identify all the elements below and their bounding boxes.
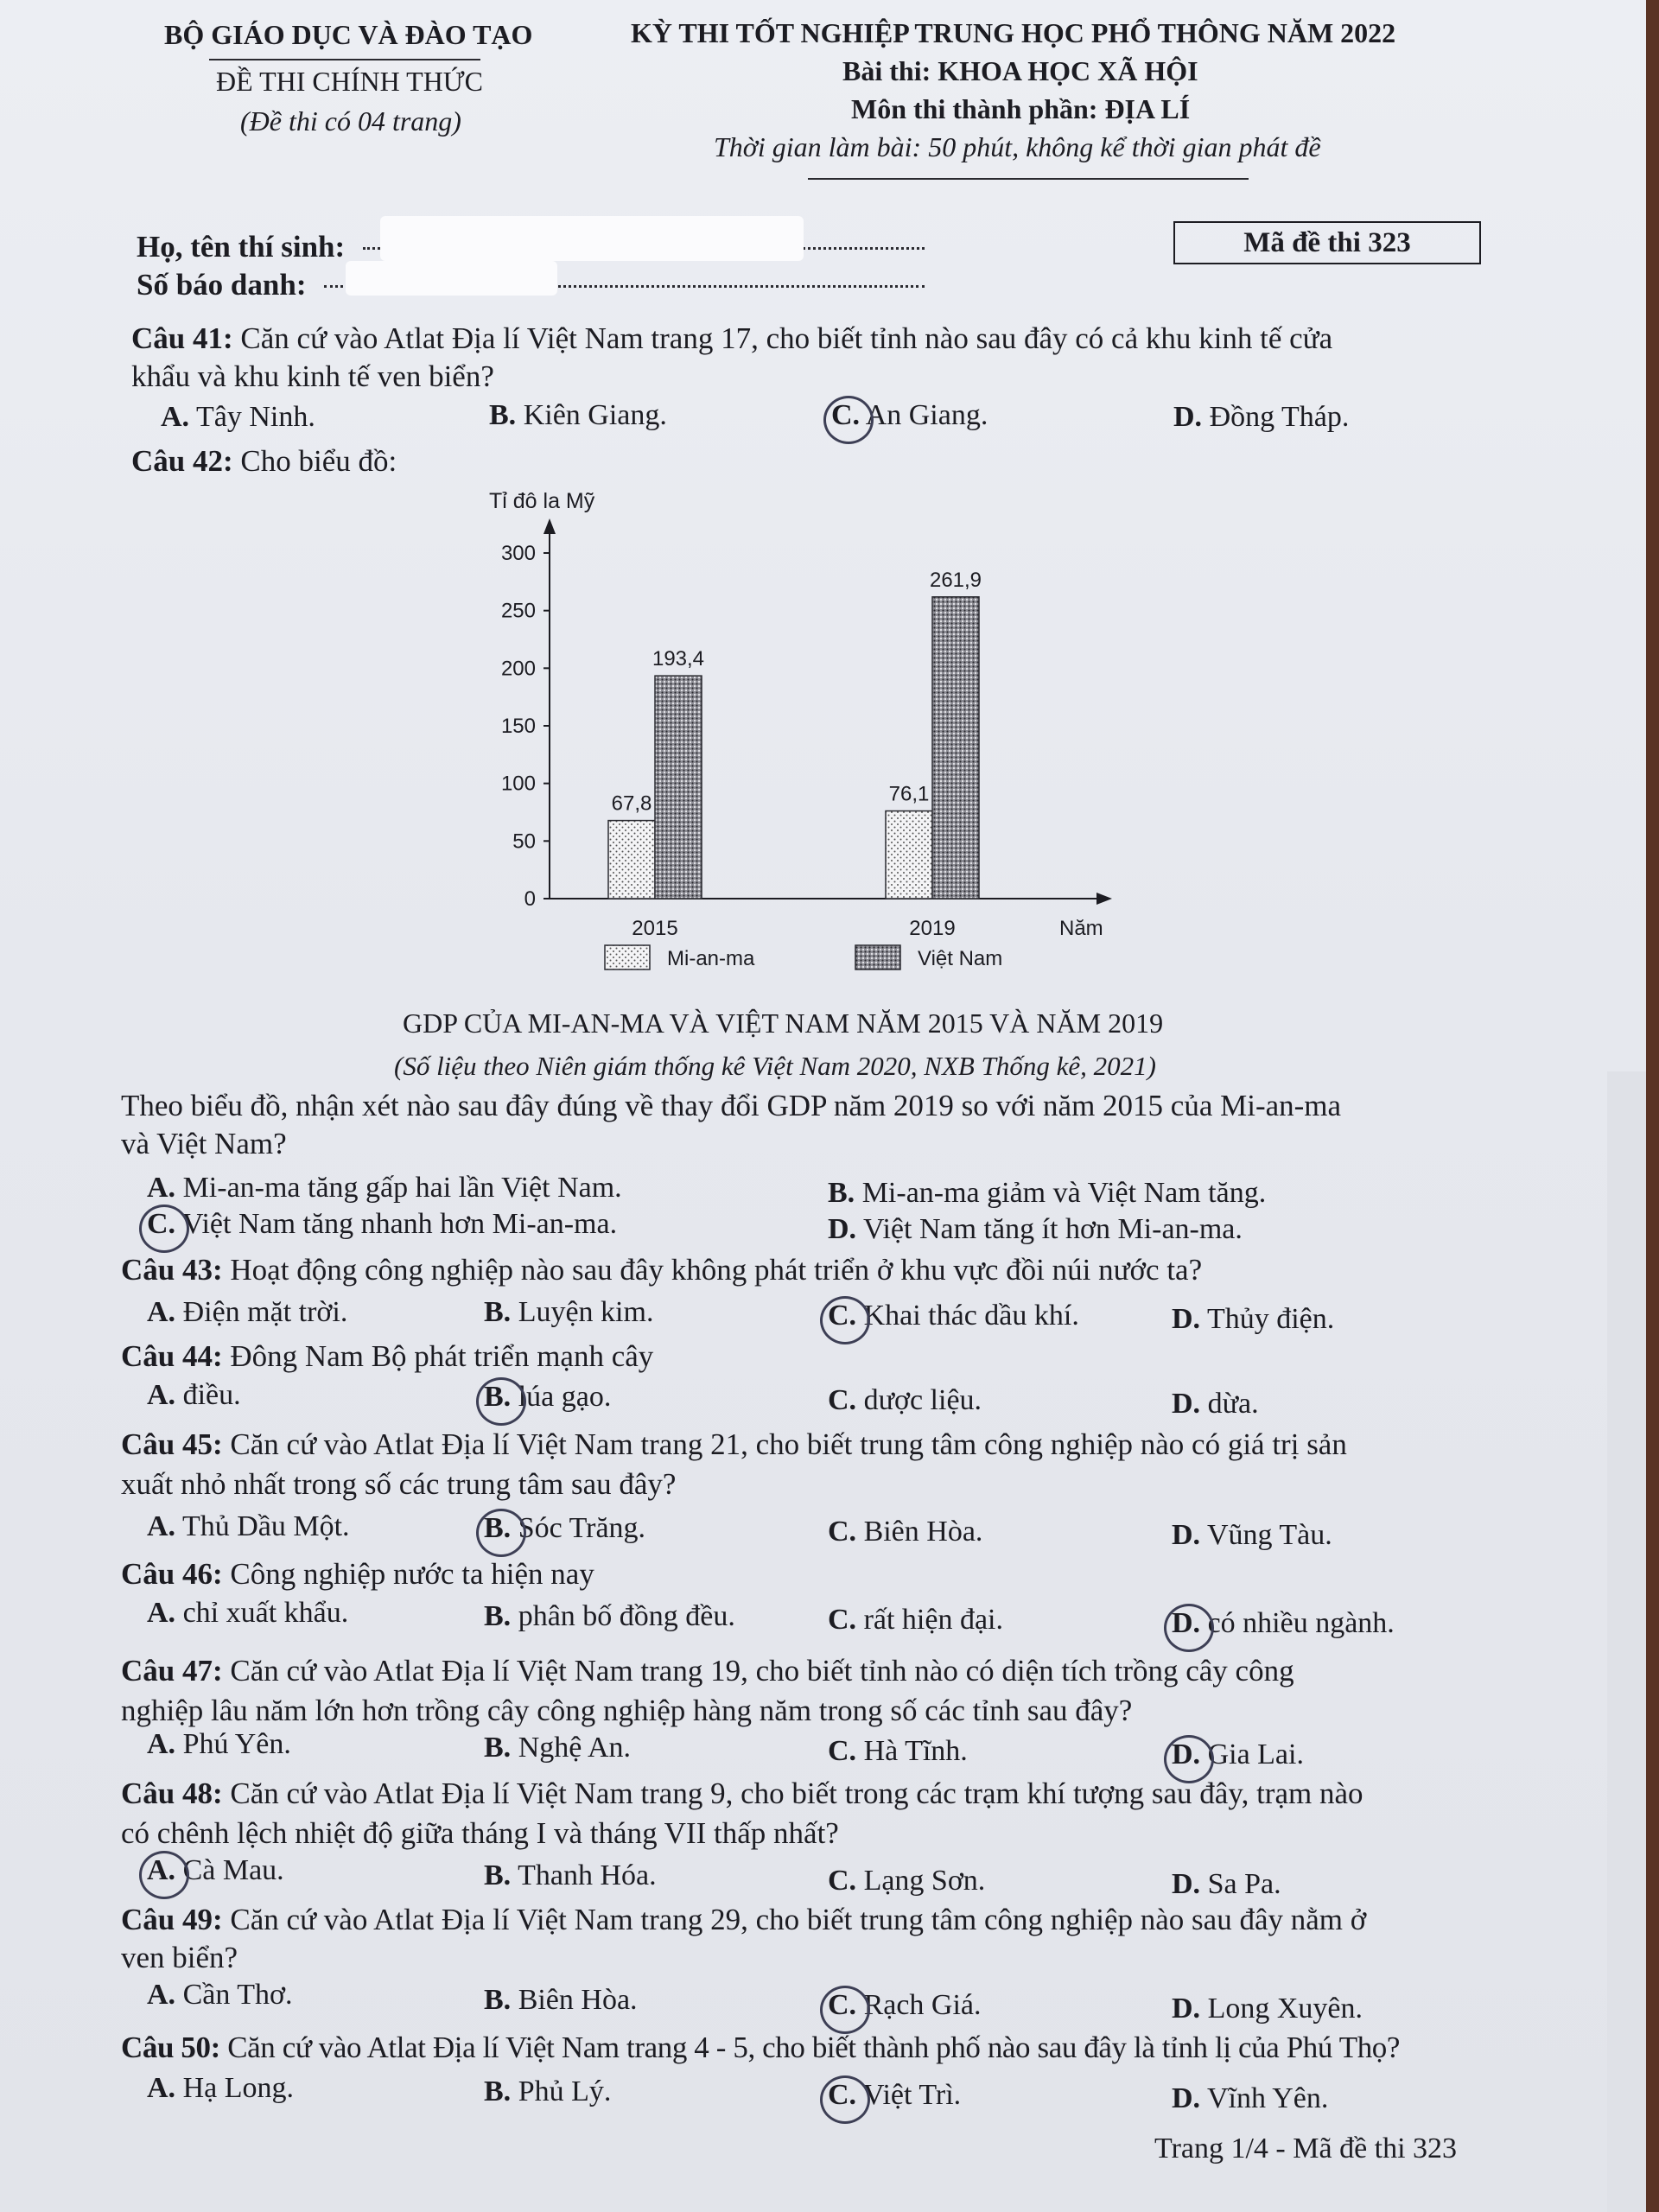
q41-line-2: khẩu và khu kinh tế ven biển? [131,359,494,393]
bar-value-label: 67,8 [611,791,652,816]
q47-text [121,1656,1294,1688]
q41-option-c-circled[interactable]: C. An Giang. [831,399,988,431]
q43-number: Câu 43: [121,1253,223,1287]
q48-number: Câu 48: [121,1777,223,1810]
y-tick-label: 100 [500,772,536,796]
q48-option-a-circled[interactable]: A. Cà Mau. [147,1854,284,1886]
q41-line-1: Căn cứ vào Atlat Địa lí Việt Nam trang 17, cho biết tỉnh nào sau đây có cả khu kinh tế cửa [240,321,1333,355]
q42-option-c-circled[interactable]: C. Việt Nam tăng nhanh hơn Mi-an-ma. [147,1208,618,1240]
q46-option-c[interactable]: C. rất hiện đại. [828,1604,1003,1636]
chart-title: GDP CỦA MI-AN-MA VÀ VIỆT NAM NĂM 2015 VÀ NĂM 2019 [403,1007,1164,1039]
bar-vietnam-2015 [655,676,702,899]
q48-option-b[interactable]: B. Thanh Hóa. [484,1859,657,1891]
legend-swatch [605,945,650,969]
q49-line-1: Căn cứ vào Atlat Địa lí Việt Nam trang 29, cho biết trung tâm công nghiệp nào sau đây nằm ở [230,1903,1367,1936]
bar-vietnam-2019 [932,597,979,899]
q47-line-2: nghiệp lâu năm lớn hơn trồng cây công nghiệp hàng năm trong số các tỉnh sau đây? [121,1694,1133,1727]
y-tick-label: 200 [500,657,536,681]
gdp-bar-chart [467,484,1141,985]
q47-option-d-circled[interactable]: D. Gia Lai. [1172,1738,1304,1770]
y-tick-label: 250 [500,599,536,623]
q41-option-a[interactable]: A. Tây Ninh. [161,401,315,433]
q50-number: Câu 50: [121,2031,220,2064]
q44-option-c[interactable]: C. dược liệu. [828,1384,982,1416]
q48-line-1: Căn cứ vào Atlat Địa lí Việt Nam trang 9, cho biết trong các trạm khí tượng sau đây, trạm nào [230,1777,1363,1810]
y-tick-label: 300 [500,542,536,565]
q46-line-1: Công nghiệp nước ta hiện nay [230,1557,594,1591]
q49-option-b[interactable]: B. Biên Hòa. [484,1984,638,2016]
y-axis-arrow [543,518,556,534]
q49-number: Câu 49: [121,1903,223,1936]
q45-number: Câu 45: [121,1427,223,1461]
chart-source: (Số liệu theo Niên giám thống kê Việt Nam 2020, NXB Thống kê, 2021) [394,1051,1156,1081]
q44-option-d[interactable]: D. dừa. [1172,1388,1259,1420]
q50-option-a[interactable]: A. Hạ Long. [147,2072,294,2104]
q46-option-d-circled[interactable]: D. có nhiều ngành. [1172,1607,1395,1639]
q44-option-a[interactable]: A. điều. [147,1379,241,1411]
pages-note: (Đề thi có 04 trang) [240,105,461,137]
official-label: ĐỀ THI CHÍNH THỨC [216,66,483,97]
q43-option-a[interactable]: A. Điện mặt trời. [147,1296,348,1328]
q47-option-a[interactable]: A. Phú Yên. [147,1728,291,1760]
q48-option-d[interactable]: D. Sa Pa. [1172,1868,1281,1900]
q46-option-a[interactable]: A. chỉ xuất khẩu. [147,1597,349,1629]
q48-line-2: có chênh lệch nhiệt độ giữa tháng I và tháng VII thấp nhất? [121,1816,839,1850]
q42-text [131,446,397,478]
q44-option-b-circled[interactable]: B. lúa gạo. [484,1381,612,1413]
bar-mianma-2015 [608,821,655,899]
q42-option-a[interactable]: A. Mi-an-ma tăng gấp hai lần Việt Nam. [147,1172,622,1204]
q47-option-c[interactable]: C. Hà Tĩnh. [828,1735,968,1767]
id-redaction [346,261,557,296]
q45-option-b-circled[interactable]: B. Sóc Trăng. [484,1512,646,1544]
candidate-name-label: Họ, tên thí sinh: [137,230,346,264]
q48-text [121,1778,1363,1810]
q50-option-d[interactable]: D. Vĩnh Yên. [1172,2082,1329,2114]
q44-number: Câu 44: [121,1339,223,1373]
q45-option-a[interactable]: A. Thủ Dầu Một. [147,1510,350,1542]
q41-option-d[interactable]: D. Đồng Tháp. [1173,401,1350,433]
bars [608,569,982,899]
q49-option-d[interactable]: D. Long Xuyên. [1172,1993,1363,2024]
x-axis-label: Năm [1059,917,1103,940]
page-footer: Trang 1/4 - Mã đề thi 323 [1154,2133,1458,2164]
exam-code-box: Mã đề thi 323 [1173,221,1481,264]
q46-number: Câu 46: [121,1557,223,1591]
q42-line-1: Cho biểu đồ: [240,444,397,478]
legend-label: Việt Nam [918,947,1003,970]
q49-text [121,1904,1366,1936]
q43-option-d[interactable]: D. Thủy điện. [1172,1303,1335,1335]
q47-option-b[interactable]: B. Nghệ An. [484,1732,632,1764]
exam-title: KỲ THI TỐT NGHIỆP TRUNG HỌC PHỔ THÔNG NĂM 2022 [631,17,1396,48]
q43-text [121,1255,1202,1287]
q41-option-b[interactable]: B. Kiên Giang. [489,399,667,431]
q45-line-2: xuất nhỏ nhất trong số các trung tâm sau đây? [121,1467,677,1501]
title-underline [808,178,1249,180]
q48-option-c[interactable]: C. Lạng Sơn. [828,1865,986,1897]
q42-line-2: Theo biểu đồ, nhận xét nào sau đây đúng về thay đổi GDP năm 2019 so với năm 2015 của Mi-an-ma [121,1089,1342,1122]
q49-line-2: ven biển? [121,1941,238,1974]
q46-text [121,1559,594,1591]
q43-line-1: Hoạt động công nghiệp nào sau đây không phát triển ở khu vực đồi núi nước ta? [230,1253,1203,1287]
q45-line-1: Căn cứ vào Atlat Địa lí Việt Nam trang 21, cho biết trung tâm công nghiệp nào có giá trị sản [230,1427,1347,1461]
name-redaction [380,216,804,261]
y-tick-label: 150 [500,715,536,738]
q49-option-c-circled[interactable]: C. Rạch Giá. [828,1989,982,2021]
bar-mianma-2019 [886,811,932,899]
legend-swatch [855,945,900,969]
bar-value-label: 261,9 [929,568,982,592]
x-ticks [632,917,955,940]
x-tick-label: 2019 [909,917,956,940]
q42-number: Câu 42: [131,444,233,478]
chart-legend [605,945,1002,970]
q42-line-3: và Việt Nam? [121,1127,287,1160]
q45-option-c[interactable]: C. Biên Hòa. [828,1516,983,1548]
q41-number: Câu 41: [131,321,233,355]
candidate-id-label: Số báo danh: [137,268,307,302]
q50-option-b[interactable]: B. Phủ Lý. [484,2075,612,2107]
q45-option-d[interactable]: D. Vũng Tàu. [1172,1519,1332,1551]
ministry-name: BỘ GIÁO DỤC VÀ ĐÀO TẠO [164,19,533,50]
y-tick-label: 0 [524,887,536,911]
q41-text [131,323,1332,355]
y-tick-label: 50 [512,830,536,854]
ministry-underline [209,59,480,60]
q50-line-1: Căn cứ vào Atlat Địa lí Việt Nam trang 4 - 5, cho biết thành phố nào sau đây là tỉnh lị của Phú Thọ? [227,2031,1401,2064]
component-subject: Môn thi thành phần: ĐỊA LÍ [851,93,1191,124]
q47-number: Câu 47: [121,1654,223,1688]
x-tick-label: 2015 [632,917,678,940]
q44-line-1: Đông Nam Bộ phát triển mạnh cây [230,1339,654,1373]
q45-text [121,1429,1347,1461]
q50-text [121,2032,1400,2064]
q44-text [121,1341,653,1373]
time-note: Thời gian làm bài: 50 phút, không kể thời gian phát đề [714,131,1321,162]
q49-option-a[interactable]: A. Cần Thơ. [147,1979,293,2011]
subject-exam: Bài thi: KHOA HỌC XÃ HỘI [842,55,1198,86]
q43-option-b[interactable]: B. Luyện kim. [484,1296,654,1328]
q50-option-c-circled[interactable]: C. Việt Trì. [828,2079,962,2111]
page-edge-shadow [1607,1071,1646,2212]
q43-option-c-circled[interactable]: C. Khai thác dầu khí. [828,1300,1079,1332]
bar-value-label: 193,4 [652,647,705,671]
x-axis-arrow [1096,893,1112,905]
q42-option-b[interactable]: B. Mi-an-ma giảm và Việt Nam tăng. [828,1177,1267,1209]
y-axis-label: Tỉ đô la Mỹ [489,489,595,513]
y-ticks [501,542,550,911]
q42-option-d[interactable]: D. Việt Nam tăng ít hơn Mi-an-ma. [828,1213,1243,1245]
q46-option-b[interactable]: B. phân bố đồng đều. [484,1600,735,1632]
legend-label: Mi-an-ma [667,947,755,970]
q47-line-1: Căn cứ vào Atlat Địa lí Việt Nam trang 19, cho biết tỉnh nào có diện tích trồng cây công [230,1654,1294,1688]
bar-value-label: 76,1 [888,782,930,806]
